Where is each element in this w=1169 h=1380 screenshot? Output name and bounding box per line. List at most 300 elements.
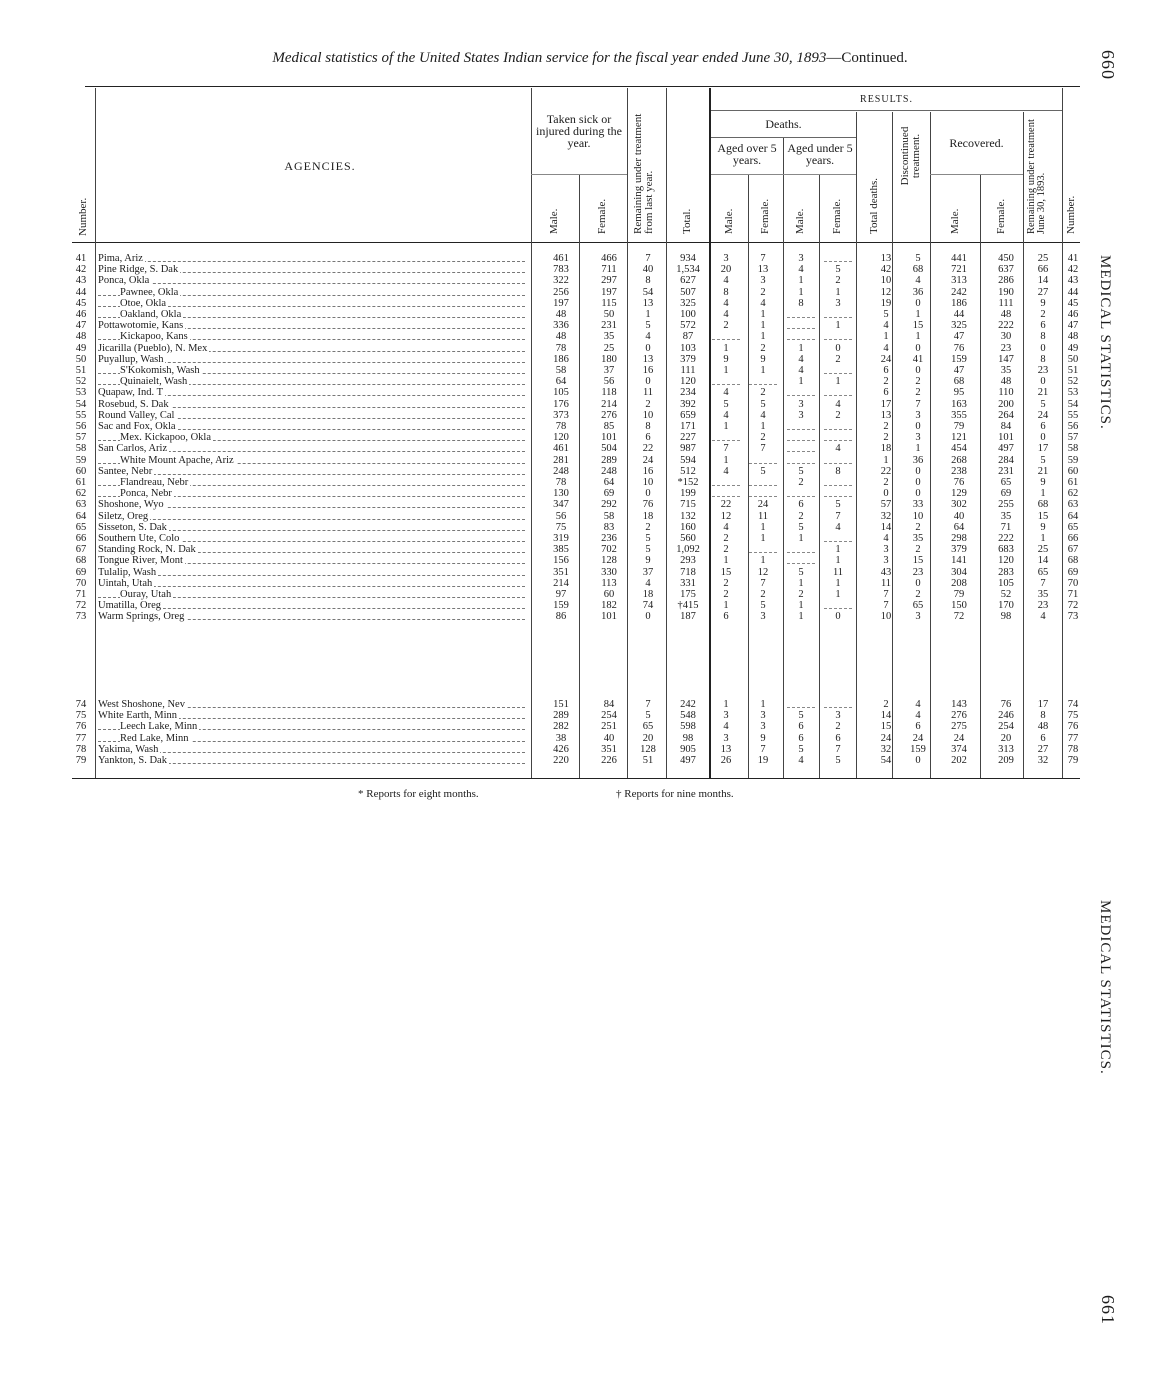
table-cell: 4 [798,755,804,766]
table-cell: 1 [723,365,729,376]
table-cell: 8 [645,421,651,432]
table-cell: 1 [798,600,804,612]
table-cell: 160 [680,521,696,533]
row-number: 56 [75,421,87,432]
table-cell: 220 [553,755,569,766]
table-cell: 58 [555,365,567,376]
table-cell: 26 [720,755,732,766]
table-row [70,522,1080,533]
table-cell: 0 [645,611,651,623]
table-cell: 4 [883,320,889,332]
table-row [70,488,1080,499]
table-cell: 36 [912,454,924,466]
row-number-right: 75 [1067,710,1079,722]
agency-name: Kickapoo, Kans [120,331,188,343]
table-cell: 3 [760,275,766,287]
agency-name: Ouray, Utah [120,589,172,600]
table-cell: 2 [723,544,729,556]
table-row [70,544,1080,555]
table-row [70,354,1080,365]
table-cell: 6 [883,365,889,376]
table-cell: 251 [601,721,617,733]
table-cell: 11 [832,566,844,578]
table-cell: 22 [880,465,892,477]
row-number-right: 49 [1067,342,1079,354]
table-cell: 24 [642,454,654,466]
table-cell: 121 [951,432,967,444]
row-number: 64 [75,510,87,522]
table-cell: 627 [680,275,696,287]
table-cell: 289 [553,710,569,722]
table-row [70,343,1080,354]
table-cell: 276 [601,409,617,421]
table-cell: 10 [912,510,924,522]
table-cell: 1 [798,342,804,354]
table-cell [824,455,852,464]
table-row [70,309,1080,320]
table-cell: 19 [880,297,892,309]
table-cell: 0 [835,342,841,354]
table-cell: 2 [760,432,766,444]
table-cell: 7 [835,510,841,522]
page-title [180,50,1000,67]
table-cell: 1 [645,309,651,320]
table-cell: 2 [915,521,921,533]
table-cell [824,387,852,396]
agency-name: Yankton, S. Dak [98,755,167,766]
table-cell: 60 [603,589,615,600]
table-cell: 2 [645,521,651,533]
table-cell: 497 [998,443,1014,455]
table-cell: 1 [1040,488,1046,500]
table-cell: 2 [835,353,841,365]
table-cell: 44 [953,309,965,320]
table-cell: 74 [642,600,654,612]
table-cell: 4 [645,331,651,343]
table-cell: 24 [880,353,892,365]
table-cell: 298 [951,533,967,544]
row-number-right: 48 [1067,331,1079,343]
table-cell: 1 [883,331,889,343]
table-cell [749,477,777,486]
row-number: 58 [75,443,87,455]
table-cell: 209 [998,755,1014,766]
table-cell: 7 [883,600,889,612]
table-cell: 1 [798,533,804,544]
table-cell: 68 [953,376,965,388]
row-number-right: 43 [1067,275,1079,287]
table-row [70,264,1080,275]
table-cell: 1 [798,286,804,298]
table-cell: 3 [760,611,766,623]
table-cell: 5 [835,264,841,276]
table-cell: 1 [760,331,766,343]
table-cell: 38 [555,732,567,744]
row-number: 57 [75,432,87,444]
table-cell: 3 [915,432,921,444]
table-row [70,387,1080,398]
table-cell: 4 [723,297,729,309]
table-cell: 5 [645,710,651,722]
table-cell: 598 [680,721,696,733]
table-cell: 52 [1000,589,1012,600]
table-cell: 171 [680,421,696,432]
row-number: 60 [75,465,87,477]
table-cell: 86 [555,611,567,623]
table-cell: 190 [998,286,1014,298]
table-cell: 248 [553,465,569,477]
table-row [70,755,1080,766]
table-cell: 1 [723,699,729,710]
table-cell: 1 [760,320,766,332]
table-cell: 0 [915,365,921,376]
table-cell: 8 [645,275,651,287]
table-cell: 351 [553,566,569,578]
table-cell: 374 [951,743,967,755]
table-cell: 507 [680,286,696,298]
table-cell: 35 [1037,589,1049,600]
row-number: 51 [75,365,87,376]
row-number: 53 [75,387,87,399]
table-cell: 47 [953,365,965,376]
table-cell: 313 [998,743,1014,755]
table-cell: 5 [798,465,804,477]
table-row [70,721,1080,732]
agency-name: Uintah, Utah [98,577,153,589]
table-cell: 159 [951,353,967,365]
row-number-right: 79 [1067,755,1079,766]
table-cell: 9 [723,353,729,365]
table-cell: 84 [1000,421,1012,432]
agency-name: Sac and Fox, Okla [98,421,176,432]
top-rule [85,86,1080,87]
table-cell: 10 [880,611,892,623]
table-cell: 4 [915,710,921,722]
table-cell: 293 [680,555,696,567]
table-cell: 6 [1040,320,1046,332]
table-cell: 4 [798,353,804,365]
table-cell: 2 [1040,309,1046,320]
table-cell [712,488,740,497]
table-cell: 35 [912,533,924,544]
header-sick-female: Female. [596,198,608,234]
table-cell [787,309,815,318]
leader-dots [98,474,525,475]
agency-name: Pima, Ariz [98,253,143,264]
table-cell [787,432,815,441]
row-number-right: 70 [1067,577,1079,589]
table-cell [824,421,852,430]
table-cell [712,432,740,441]
agency-name: Tongue River, Mont [98,555,183,567]
leader-dots [98,261,525,262]
table-cell [824,365,852,374]
table-cell: 57 [880,499,892,511]
table-cell: 254 [998,721,1014,733]
table-cell: 13 [642,297,654,309]
table-cell: 5 [798,566,804,578]
table-cell: 441 [951,253,967,264]
row-number: 54 [75,398,87,410]
table-cell: 2 [915,376,921,388]
table-cell: 2 [798,589,804,600]
table-row [70,710,1080,721]
agency-name: Leech Lake, Minn [120,721,198,733]
table-cell: 68 [912,264,924,276]
row-number-right: 61 [1067,477,1079,488]
table-cell: 6 [1040,421,1046,432]
table-row [70,733,1080,744]
table-cell: 4 [723,309,729,320]
table-cell: 23 [1037,600,1049,612]
title-suffix: —Continued. [826,50,908,66]
row-number-right: 69 [1067,566,1079,578]
agency-name: Rosebud, S. Dak [98,398,169,410]
table-cell: 22 [720,499,732,511]
row-number: 42 [75,264,87,276]
header-recovered: Recovered. [949,136,1004,150]
table-cell: 4 [883,533,889,544]
header-number: Number. [77,197,89,236]
table-cell: 32 [880,743,892,755]
row-number-right: 44 [1067,286,1079,298]
table-cell: 78 [555,342,567,354]
table-cell: 2 [723,577,729,589]
table-cell: 255 [998,499,1014,511]
table-cell: 4 [723,409,729,421]
table-cell: 21 [1037,465,1049,477]
table-cell: 84 [603,699,615,710]
table-row [70,499,1080,510]
row-number-right: 71 [1067,589,1079,600]
table-cell: 1 [915,331,921,343]
table-cell: 48 [1000,376,1012,388]
row-number-right: 74 [1067,699,1079,710]
table-cell: 3 [915,409,921,421]
table-cell [787,544,815,553]
table-cell: 13 [642,353,654,365]
table-cell: 79 [953,589,965,600]
table-cell: 64 [555,376,567,388]
table-cell: 3 [798,398,804,410]
table-row [70,511,1080,522]
table-cell: 50 [603,309,615,320]
row-number-right: 64 [1067,510,1079,522]
table-cell: 202 [951,755,967,766]
leader-dots [98,519,525,520]
table-cell: 9 [1040,477,1046,488]
table-cell [712,477,740,486]
table-cell: 48 [1000,309,1012,320]
table-cell: 76 [1000,699,1012,710]
row-number-right: 51 [1067,365,1079,376]
row-number: 41 [75,253,87,264]
table-cell: 9 [1040,521,1046,533]
table-cell: 68 [1037,499,1049,511]
table-cell: 248 [601,465,617,477]
table-cell: 214 [553,577,569,589]
table-cell: 1 [723,555,729,567]
table-cell: 426 [553,743,569,755]
table-cell: 8 [1040,331,1046,343]
table-cell: 461 [553,443,569,455]
table-cell [824,477,852,486]
table-cell: 24 [880,732,892,744]
agency-name: Red Lake, Minn [120,732,189,744]
table-cell [824,309,852,318]
table-cell [787,421,815,430]
table-cell: 5 [645,320,651,332]
header-remaining-june: Remaining under treatment June 30, 1893. [1026,119,1047,234]
agency-name: Standing Rock, N. Dak [98,544,196,556]
table-cell: 0 [883,488,889,500]
table-cell: 1 [1040,533,1046,544]
table-cell: 497 [680,755,696,766]
table-cell [824,699,852,708]
table-row [70,443,1080,454]
table-cell: 48 [1037,721,1049,733]
row-number: 77 [75,732,87,744]
row-number-right: 59 [1067,454,1079,466]
table-cell: 6 [835,732,841,744]
table-cell: 186 [951,297,967,309]
row-number: 52 [75,376,87,388]
table-cell: 3 [760,721,766,733]
table-cell: 32 [1037,755,1049,766]
table-cell: 283 [998,566,1014,578]
table-row [70,320,1080,331]
table-cell: 2 [723,589,729,600]
table-cell [712,331,740,340]
table-cell: 10 [880,275,892,287]
row-number: 75 [75,710,87,722]
table-cell: 1 [798,275,804,287]
table-cell: 325 [951,320,967,332]
table-cell: 3 [760,710,766,722]
table-cell: 24 [1037,409,1049,421]
table-cell: 281 [553,454,569,466]
table-cell: 2 [798,477,804,488]
table-cell: 170 [998,600,1014,612]
table-cell: 231 [601,320,617,332]
row-number-right: 46 [1067,309,1079,320]
table-cell: 105 [553,387,569,399]
header-number-right: Number. [1065,195,1077,234]
row-number: 71 [75,589,87,600]
table-cell: 905 [680,743,696,755]
table-cell: 548 [680,710,696,722]
agency-name: Ponca, Okla [98,275,150,287]
table-cell: 4 [835,443,841,455]
table-cell [824,432,852,441]
table-cell: 2 [883,432,889,444]
table-row [70,421,1080,432]
table-cell: 7 [645,253,651,264]
table-cell: 1 [798,376,804,388]
table-cell: 118 [601,387,617,399]
table-cell: 147 [998,353,1014,365]
table-row [70,410,1080,421]
agency-name: Shoshone, Wyo [98,499,164,511]
row-number-right: 67 [1067,544,1079,556]
table-cell: 8 [723,286,729,298]
table-cell: 71 [1000,521,1012,533]
table-cell: 9 [1040,297,1046,309]
agency-name: Umatilla, Oreg [98,600,161,612]
header-rule [72,242,1080,243]
table-cell: 75 [555,521,567,533]
table-cell: 1 [760,309,766,320]
recovered-rule [930,174,1023,175]
table-cell: 325 [680,297,696,309]
table-row [70,287,1080,298]
table-cell: 40 [642,264,654,276]
row-number-right: 63 [1067,499,1079,511]
table-cell [824,488,852,497]
leader-dots [98,575,525,576]
table-cell: 40 [603,732,615,744]
header-results: RESULTS. [860,94,913,105]
row-number-right: 56 [1067,421,1079,432]
table-cell: 0 [645,376,651,388]
row-number: 59 [75,454,87,466]
leader-dots [98,283,525,284]
table-cell: 18 [642,510,654,522]
table-cell: 987 [680,443,696,455]
table-cell: 222 [998,320,1014,332]
table-cell: 111 [998,297,1014,309]
table-cell: 15 [720,566,732,578]
table-cell: 4 [723,387,729,399]
row-number: 48 [75,331,87,343]
table-cell: 355 [951,409,967,421]
header-agencies: AGENCIES. [284,159,356,173]
table-cell: 76 [642,499,654,511]
table-cell: 2 [760,387,766,399]
table-cell: 637 [998,264,1014,276]
row-number: 73 [75,611,87,623]
table-cell: 187 [680,611,696,623]
leader-dots [98,752,525,753]
table-cell: 7 [760,443,766,455]
table-cell: 715 [680,499,696,511]
table-cell: 7 [1040,577,1046,589]
row-number-right: 41 [1067,253,1079,264]
table-cell [787,455,815,464]
table-cell: 1 [723,342,729,354]
table-cell: 23 [1037,365,1049,376]
table-cell: 8 [1040,353,1046,365]
table-cell: 16 [642,465,654,477]
table-cell: 76 [953,342,965,354]
table-cell: 5 [835,499,841,511]
agency-name: Quinaielt, Wash [120,376,188,388]
table-cell: 4 [723,465,729,477]
agency-name: White Earth, Minn [98,710,178,722]
table-cell: 1 [723,600,729,612]
table-cell: 128 [601,555,617,567]
table-cell: 379 [951,544,967,556]
table-cell: 24 [953,732,965,744]
agency-name: Pawnee, Okla [120,286,179,298]
table-cell: 454 [951,443,967,455]
header-sick-male: Male. [548,208,560,234]
table-cell: 120 [680,376,696,388]
table-cell: 1 [835,555,841,567]
table-row [70,376,1080,387]
table-cell: 25 [603,342,615,354]
table-cell: 5 [798,521,804,533]
